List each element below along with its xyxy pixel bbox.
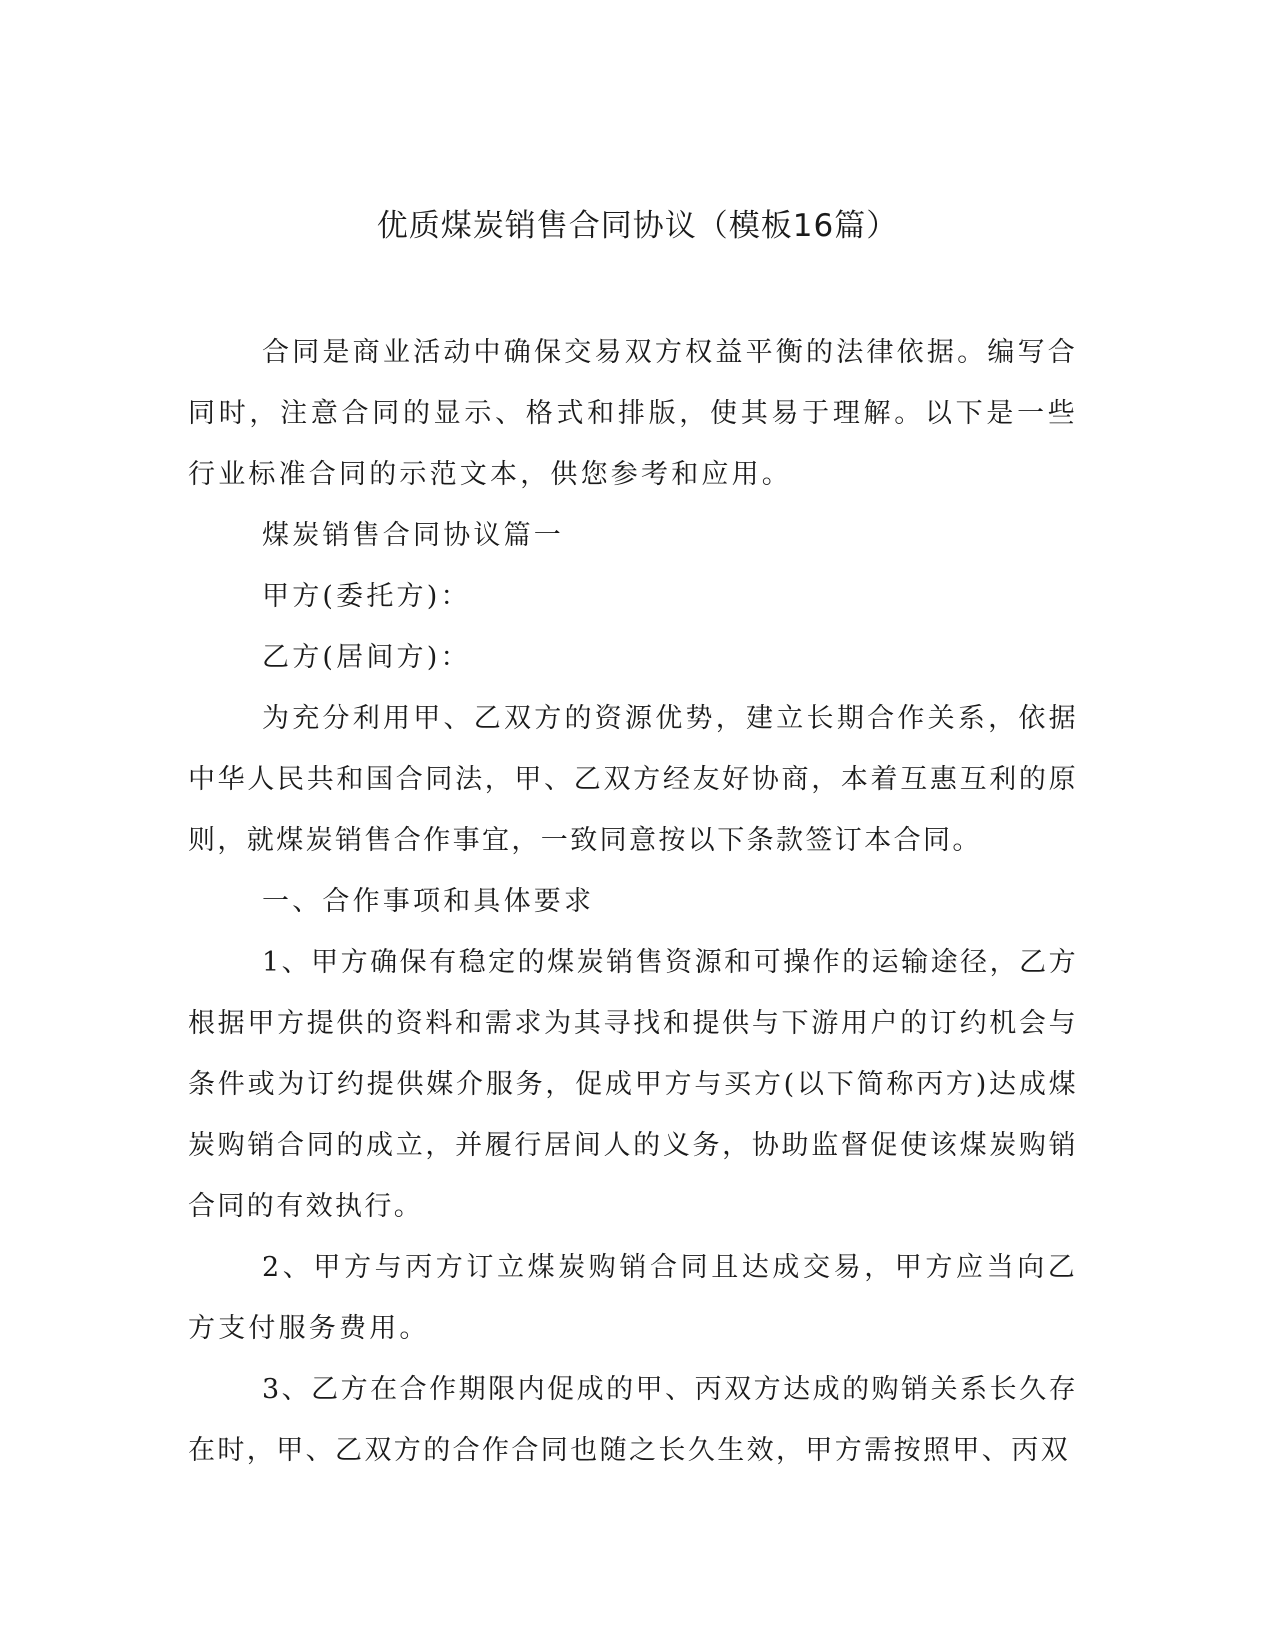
clause-heading: 一、合作事项和具体要求 bbox=[262, 886, 595, 917]
section-heading: 煤炭销售合同协议篇一 bbox=[262, 520, 564, 551]
clause-item-3: 3、乙方在合作期限内促成的甲、丙双方达成的购销关系长久存在时，甲、乙双方的合作合同也随之长久生效，甲方需按照甲、丙双 bbox=[188, 1374, 1078, 1466]
preamble-paragraph: 为充分利用甲、乙双方的资源优势，建立长期合作关系，依据中华人民共和国合同法，甲、乙双方经友好协商，本着互惠互利的原则，就煤炭销售合作事宜，一致同意按以下条款签订本合同。 bbox=[188, 703, 1078, 856]
intro-paragraph: 合同是商业活动中确保交易双方权益平衡的法律依据。编写合同时，注意合同的显示、格式和排版，使其易于理解。以下是一些行业标准合同的示范文本，供您参考和应用。 bbox=[188, 337, 1078, 490]
party-b-line: 乙方(居间方)： bbox=[262, 642, 471, 673]
document-title: 优质煤炭销售合同协议（模板16篇） bbox=[376, 208, 899, 244]
clause-item-2: 2、甲方与丙方订立煤炭购销合同且达成交易，甲方应当向乙方支付服务费用。 bbox=[188, 1252, 1078, 1344]
document-body bbox=[188, 322, 1078, 1481]
clause-item-1: 1、甲方确保有稳定的煤炭销售资源和可操作的运输途径，乙方根据甲方提供的资料和需求为其寻找和提供与下游用户的订约机会与条件或为订约提供媒介服务，促成甲方与买方(以下简称丙方)达成煤炭购销合同的成立，并履行居间人的义务，协助监督促使该煤炭购销合同的有效执行。 bbox=[188, 947, 1078, 1222]
party-a-line: 甲方(委托方)： bbox=[262, 581, 471, 612]
